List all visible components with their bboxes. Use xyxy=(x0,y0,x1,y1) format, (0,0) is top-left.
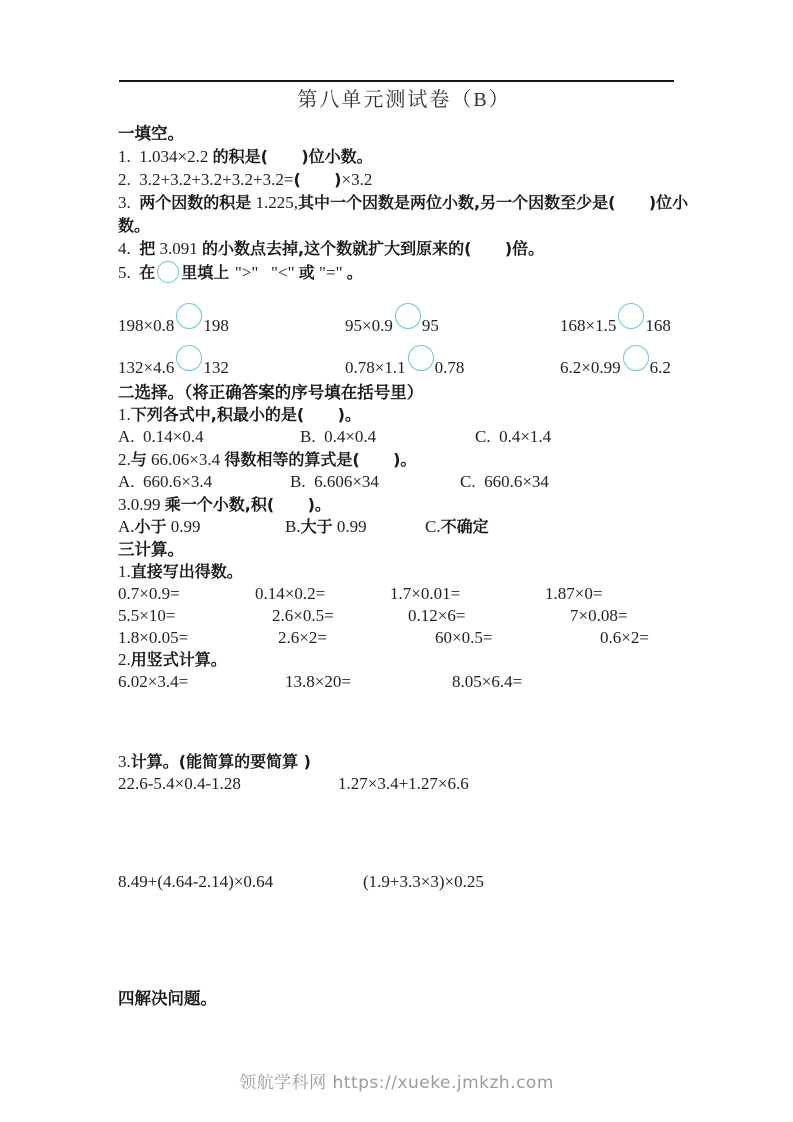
text-run: 5. xyxy=(118,263,140,282)
right-value: 6.2 xyxy=(649,357,671,377)
left-expression: 0.78×1.1 xyxy=(345,357,406,377)
expression: 1.27×3.4+1.27×6.6 xyxy=(338,774,469,793)
text-run: A. 0.14×0.4 xyxy=(118,427,204,446)
work-space xyxy=(118,795,690,871)
expression: 13.8×20= xyxy=(285,672,351,691)
text-run: 66.06×3.4 xyxy=(146,450,225,469)
text-run: 与 xyxy=(130,450,147,469)
text-run: 1.225, xyxy=(251,193,299,212)
text-run: 直接写出得数。 xyxy=(130,562,243,581)
text-run: 的小数点去掉,这个数就扩大到原来的( )倍。 xyxy=(202,239,545,258)
site-watermark: 领航学科网 https://xueke.jmkzh.com xyxy=(239,1073,554,1093)
text-run: 不确定 xyxy=(440,517,489,536)
calc-sub3-label xyxy=(118,751,690,773)
text-run: 0.99 xyxy=(332,517,367,536)
comparison-item xyxy=(345,303,560,336)
text-run: A. xyxy=(118,517,135,536)
expression: 8.49+(4.64-2.14)×0.64 xyxy=(118,872,274,891)
section-heading-choice: 二选择。（将正确答案的序号填在括号里） xyxy=(118,383,424,402)
expression: 8.05×6.4= xyxy=(452,672,523,691)
text-run: ( ) xyxy=(293,170,342,189)
text-run: 其中一个因数是两位小数,另一个因数至少是( )位小数。 xyxy=(118,193,689,235)
expression: 6.02×3.4= xyxy=(118,672,189,691)
text-run: 两个因数的积是 xyxy=(139,193,252,212)
text-run: 3. xyxy=(118,752,131,771)
circle-icon xyxy=(176,303,202,329)
section-heading-calculation: 三计算。 xyxy=(118,540,184,559)
comparison-row xyxy=(118,298,690,340)
paper-content xyxy=(118,86,690,1010)
text-run: 里填上 xyxy=(181,263,235,282)
text-run: 大于 xyxy=(300,517,333,536)
circle-icon xyxy=(618,303,644,329)
choice-options-row-2 xyxy=(118,471,690,494)
fill-question-4 xyxy=(118,237,690,260)
expression: 1.8×0.05= xyxy=(118,628,189,647)
work-space xyxy=(118,893,690,987)
text-run: C. xyxy=(425,517,441,536)
comparison-item xyxy=(118,345,345,378)
text-run: 得数相等的算式是( )。 xyxy=(224,450,417,469)
expression: 60×0.5= xyxy=(435,628,493,647)
text-run: 2. xyxy=(118,450,131,469)
comparison-item xyxy=(118,303,345,336)
calc-sub1-label xyxy=(118,561,690,583)
circle-icon xyxy=(623,345,649,371)
left-expression: 95×0.9 xyxy=(345,315,393,335)
text-run: 小于 xyxy=(134,517,167,536)
fill-question-2 xyxy=(118,168,690,191)
circle-icon xyxy=(408,345,434,371)
expression: 0.7×0.9= xyxy=(118,584,180,603)
text-run: B. xyxy=(285,517,301,536)
expression: 2.6×2= xyxy=(278,628,327,647)
text-run: 3.091 xyxy=(155,239,203,258)
text-run: 0.99 xyxy=(166,517,201,536)
expression: 22.6-5.4×0.4-1.28 xyxy=(118,774,241,793)
option-a xyxy=(118,426,300,449)
expression: 1.87×0= xyxy=(545,584,603,603)
right-value: 132 xyxy=(203,357,229,377)
text-run: 4. xyxy=(118,239,140,258)
text-run: 2. xyxy=(118,650,131,669)
fill-question-1 xyxy=(118,145,690,168)
option-b xyxy=(285,516,425,539)
text-run: 1. xyxy=(118,405,131,424)
choice-question-1 xyxy=(118,404,690,426)
text-run: 3.0.99 xyxy=(118,495,165,514)
option-c xyxy=(425,516,690,539)
text-run: "=" xyxy=(314,263,347,282)
page-title: 第八单元测试卷（B） xyxy=(297,89,511,111)
choice-question-2 xyxy=(118,449,690,471)
option-a xyxy=(118,471,290,494)
option-c xyxy=(475,426,690,449)
circle-icon xyxy=(157,261,179,283)
fill-question-5 xyxy=(118,260,690,286)
text-run: 在 xyxy=(139,263,156,282)
work-space xyxy=(118,693,690,751)
text-run: 2. 3.2+3.2+3.2+3.2+3.2= xyxy=(118,170,294,189)
text-run: 把 xyxy=(139,239,156,258)
text-run: 或 xyxy=(298,263,315,282)
choice-options-row-1 xyxy=(118,426,690,449)
text-run: 的积是( )位小数。 xyxy=(212,147,373,166)
comparison-item xyxy=(560,303,690,336)
text-run: 下列各式中,积最小的是( )。 xyxy=(130,405,361,424)
direct-calc-row xyxy=(118,627,690,649)
text-run: B. 0.4×0.4 xyxy=(300,427,377,446)
simplify-calc-row xyxy=(118,871,690,893)
direct-calc-row xyxy=(118,583,690,605)
comparison-grid xyxy=(118,298,690,382)
text-run: 3. xyxy=(118,193,140,212)
header-rule xyxy=(119,80,674,82)
circle-icon xyxy=(395,303,421,329)
circle-icon xyxy=(176,345,202,371)
right-value: 0.78 xyxy=(434,357,465,377)
expression: 0.12×6= xyxy=(408,606,466,625)
section-heading-problem-solving: 四解决问题。 xyxy=(118,989,217,1008)
text-run: ×3.2 xyxy=(341,170,373,189)
simplify-calc-row xyxy=(118,773,690,795)
expression: 0.6×2= xyxy=(600,628,649,647)
text-run: 用竖式计算。 xyxy=(130,650,227,669)
option-a xyxy=(118,516,285,539)
text-run: C. 0.4×1.4 xyxy=(475,427,552,446)
left-expression: 6.2×0.99 xyxy=(560,357,621,377)
comparison-item xyxy=(345,345,560,378)
option-b xyxy=(290,471,460,494)
right-value: 198 xyxy=(203,315,229,335)
calc-sub2-label xyxy=(118,649,690,671)
comparison-row xyxy=(118,340,690,382)
text-run: A. 660.6×3.4 xyxy=(118,472,213,491)
text-run: 乘一个小数,积( )。 xyxy=(164,495,331,514)
text-run: 。 xyxy=(346,263,363,282)
direct-calc-row xyxy=(118,605,690,627)
expression: 5.5×10= xyxy=(118,606,176,625)
choice-question-3 xyxy=(118,494,690,516)
expression: 7×0.08= xyxy=(570,606,628,625)
fill-question-3 xyxy=(118,191,690,237)
comparison-item xyxy=(560,345,690,378)
expression: 2.6×0.5= xyxy=(272,606,334,625)
left-expression: 198×0.8 xyxy=(118,315,175,335)
text-run: 1. xyxy=(118,562,131,581)
option-c xyxy=(460,471,690,494)
text-run: 1. 1.034×2.2 xyxy=(118,147,213,166)
left-expression: 132×4.6 xyxy=(118,357,175,377)
text-run: ">" "<" xyxy=(234,263,299,282)
section-heading-fill-in: 一填空。 xyxy=(118,124,184,143)
left-expression: 168×1.5 xyxy=(560,315,617,335)
right-value: 95 xyxy=(421,315,439,335)
text-run: B. 6.606×34 xyxy=(290,472,379,491)
text-run: 计算。(能简算的要简算 ) xyxy=(130,752,311,771)
expression: 0.14×0.2= xyxy=(255,584,326,603)
expression: (1.9+3.3×3)×0.25 xyxy=(363,872,484,891)
text-run: C. 660.6×34 xyxy=(460,472,549,491)
choice-options-row-3 xyxy=(118,516,690,539)
expression: 1.7×0.01= xyxy=(390,584,461,603)
vertical-calc-row xyxy=(118,671,690,693)
option-b xyxy=(300,426,475,449)
right-value: 168 xyxy=(645,315,671,335)
